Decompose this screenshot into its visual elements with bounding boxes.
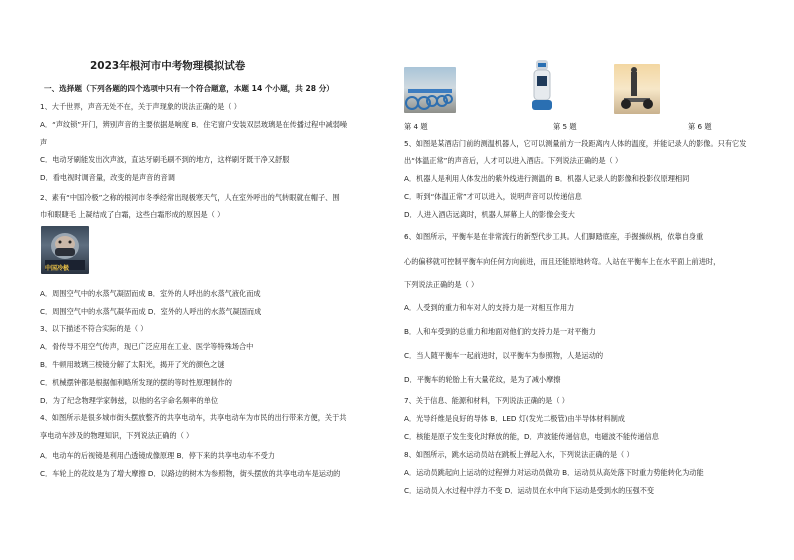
question-3-option-b: B．牛顿用玻璃三棱镜分解了太阳光，揭开了光的颜色之谜 (40, 360, 225, 369)
question-6-option-c: C．当人随平衡车一起前进时，以平衡车为参照物，人是运动的 (404, 351, 604, 360)
temperature-robot-photo (529, 58, 555, 114)
figure-5-caption: 第 5 题 (553, 122, 577, 131)
question-3-option-c: C．机械摆钟都是根据伽利略所发现的摆的等时性原理制作的 (40, 378, 232, 387)
question-2: 2、素有“中国冷极”之称的根河市冬季经常出现极寒天气，人在室外呼出的气转眼就在帽子、围 (40, 193, 340, 202)
question-5: 5、如图是某酒店门前的测温机器人，它可以测量前方一段距离内人体的温度，并能记录人的影像。只有它发 (404, 139, 747, 148)
figure-6-caption: 第 6 题 (688, 122, 712, 131)
question-1-option-d: D．看电视时调音量，改变的是声音的音调 (40, 173, 175, 182)
question-1-option-ab-cont: 声 (40, 138, 48, 147)
question-6-option-b: B．人和车受到的总重力和地面对他们的支持力是一对平衡力 (404, 327, 596, 336)
balance-car-photo (614, 64, 660, 114)
frosted-face-photo (41, 226, 89, 274)
question-6-cont-2: 下列说法正确的是（ ） (404, 280, 479, 289)
question-3: 3、以下描述不符合实际的是（ ） (40, 324, 148, 333)
photo-caption: 中国冷极 (45, 265, 70, 272)
question-2-option-cd: C．周围空气中的水蒸气凝华而成 D．室外的人呼出的水蒸气凝固而成 (40, 307, 262, 316)
question-1-option-ab: A．“声纹锁”开门，辨别声音的主要依据是响度 B．住宅窗户安装双层玻璃是在传播过程中减弱噪 (40, 120, 348, 129)
question-6: 6、如图所示，平衡车是在非常流行的新型代步工具。人们脚踏底座，手握操纵柄，依靠自身重 (404, 232, 704, 241)
question-8: 8、如图所示，跳水运动员站在跳板上弹起入水，下列说法正确的是（ ） (404, 450, 634, 459)
question-1-option-c: C．电动牙刷能发出次声波，直达牙刷毛刷不到的地方，这样刷牙既干净又舒服 (40, 155, 290, 164)
question-8-option-ab: A．运动员跳起向上运动的过程弹力对运动员做功 B．运动员从高处落下时重力势能转化为动能 (404, 468, 704, 477)
question-6-option-d: D．平衡车的轮胎上有大量花纹，是为了减小摩擦 (404, 375, 561, 384)
question-4-option-cd: C．车轮上的花纹是为了增大摩擦 D．以路边的树木为参照物，街头摆放的共享电动车是运动的 (40, 469, 341, 478)
question-5-option-c: C．听到“体温正常”才可以进入，说明声音可以传递信息 (404, 192, 582, 201)
question-5-option-ab: A．机器人是利用人体发出的紫外线进行测温的 B．机器人记录人的影像和投影仪原理相同 (404, 174, 690, 183)
question-4: 4、如图所示是很多城市街头摆放整齐的共享电动车，共享电动车为市民的出行带来方便，关于共 (40, 413, 347, 422)
question-7: 7、关于信息、能源和材料，下列说法正确的是（ ） (404, 396, 569, 405)
question-1: 1、大千世界，声音无处不在，关于声现象的说法正确的是（ ） (40, 102, 241, 111)
section-heading: 一、选择题（下列各题的四个选项中只有一个符合题意，本题 14 个小题，共 28 分） (44, 84, 334, 93)
question-8-option-cd: C．运动员入水过程中浮力不变 D．运动员在水中向下运动是受到水的压强不变 (404, 486, 655, 495)
question-3-option-a: A．骨传导不用空气传声，现已广泛应用在工业、医学等特殊场合中 (40, 342, 254, 351)
question-2-option-ab: A．周围空气中的水蒸气凝固而成 B．室外的人呼出的水蒸气液化而成 (40, 289, 261, 298)
shared-bikes-photo (404, 67, 456, 113)
question-6-cont: 心的偏移就可控制平衡车向任何方向前进，而且还能原地转弯。人站在平衡车上在水平面上前进时， (404, 257, 721, 266)
question-5-option-d: D．人进入酒店远离时，机器人屏幕上人的影像会变大 (404, 210, 575, 219)
question-7-option-ab: A．光导纤维是良好的导体 B．LED 灯(发光二极管)由半导体材料制成 (404, 414, 625, 423)
question-4-cont: 享电动车涉及的物理知识，下列说法正确的（ ） (40, 431, 194, 440)
figure-4-caption: 第 4 题 (404, 122, 428, 131)
question-5-cont: 出“体温正常”的声音后，人才可以进入酒店。下列说法正确的是（ ） (404, 156, 623, 165)
question-6-option-a: A．人受到的重力和车对人的支持力是一对相互作用力 (404, 303, 575, 312)
question-4-option-ab: A．电动车的后视镜是利用凸透镜成像原理 B．停下来的共享电动车不受力 (40, 451, 275, 460)
question-2-cont: 巾和眼睫毛 上凝结成了白霜，这些白霜形成的原因是（ ） (40, 210, 225, 219)
question-3-option-d: D．为了纪念物理学家韩兹，以他的名字命名频率的单位 (40, 396, 219, 405)
question-7-option-cd: C．核能是原子发生变化时释放的能，D．声波能传递信息，电磁波不能传递信息 (404, 432, 659, 441)
page-title: 2023年根河市中考物理模拟试卷 (90, 60, 246, 72)
